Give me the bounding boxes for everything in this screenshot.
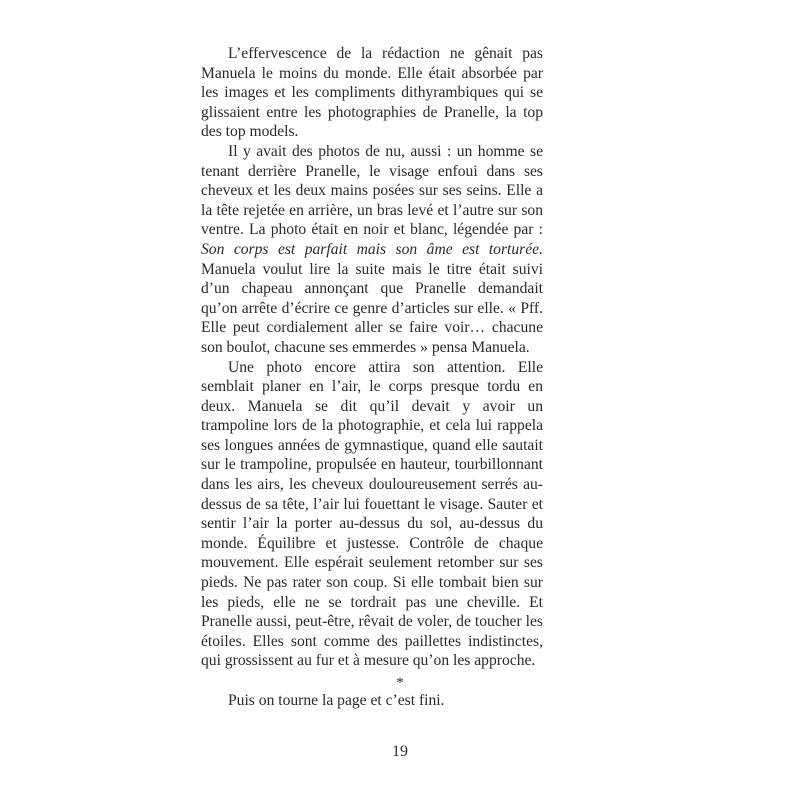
section-separator: *	[396, 675, 404, 691]
photo-caption: Son corps est parfait mais son âme est torturée.	[201, 240, 543, 258]
paragraph-photos-nu	[201, 142, 543, 358]
page-number: 19	[392, 743, 408, 760]
paragraph-closing: Puis on tourne la page et c’est fini.	[228, 691, 445, 709]
paragraph-effervescence: L’effervescence de la rédaction ne gênait pas Manuela le moins du monde. Elle était absorbée par les images et les compliments dithyrambiques qui se glissaient entre les photographies de Pranelle, la top des top models.	[201, 45, 543, 141]
body-text	[201, 44, 543, 710]
paragraph-photos-nu-end: Manuela voulut lire la suite mais le titre était suivi d’un chapeau annonçant que Pranelle demandait qu’on arrête d’écrire ce genre d’articles sur elle. « Pff. Elle peut cordialement aller se faire voir… chacune son boulot, chacune ses emmerdes » pensa Manuela.	[201, 260, 543, 356]
paragraph-photos-nu-start: Il y avait des photos de nu, aussi : un homme se tenant derrière Pranelle, le visage enfoui dans ses cheveux et les deux mains posées sur ses seins. Elle a la tête rejetée en arrière, un bras levé et l’autre sur son ventre. La photo était en noir et blanc, légendée par :	[201, 142, 543, 239]
paragraph-trampoline: Une photo encore attira son attention. Elle semblait planer en l’air, le corps presque tordu en deux. Manuela se dit qu’il devait y avoir un trampoline lors de la photographie, et cela lui rappela ses longues années de gymnastique, quand elle sautait sur le trampoline, propulsée en hauteur, tourbillonnant dans les airs, les cheveux douloureusement serrés au-dessus de sa tête, l’air lui fouettant le visage. Sauter et sentir l’air la porter au-dessus du sol, au-dessus du monde. Équilibre et justesse. Contrôle de chaque mouvement. Elle espérait seulement retomber sur ses pieds. Ne pas rater son coup. Si elle tombait bien sur les pieds, elle ne se tordrait pas une cheville. Et Pranelle aussi, peut-être, rêvait de voler, de toucher les étoiles. Elles sont comme des paillettes indistinctes, qui grossissent au fur et à mesure qu’on les approche.	[201, 358, 543, 670]
